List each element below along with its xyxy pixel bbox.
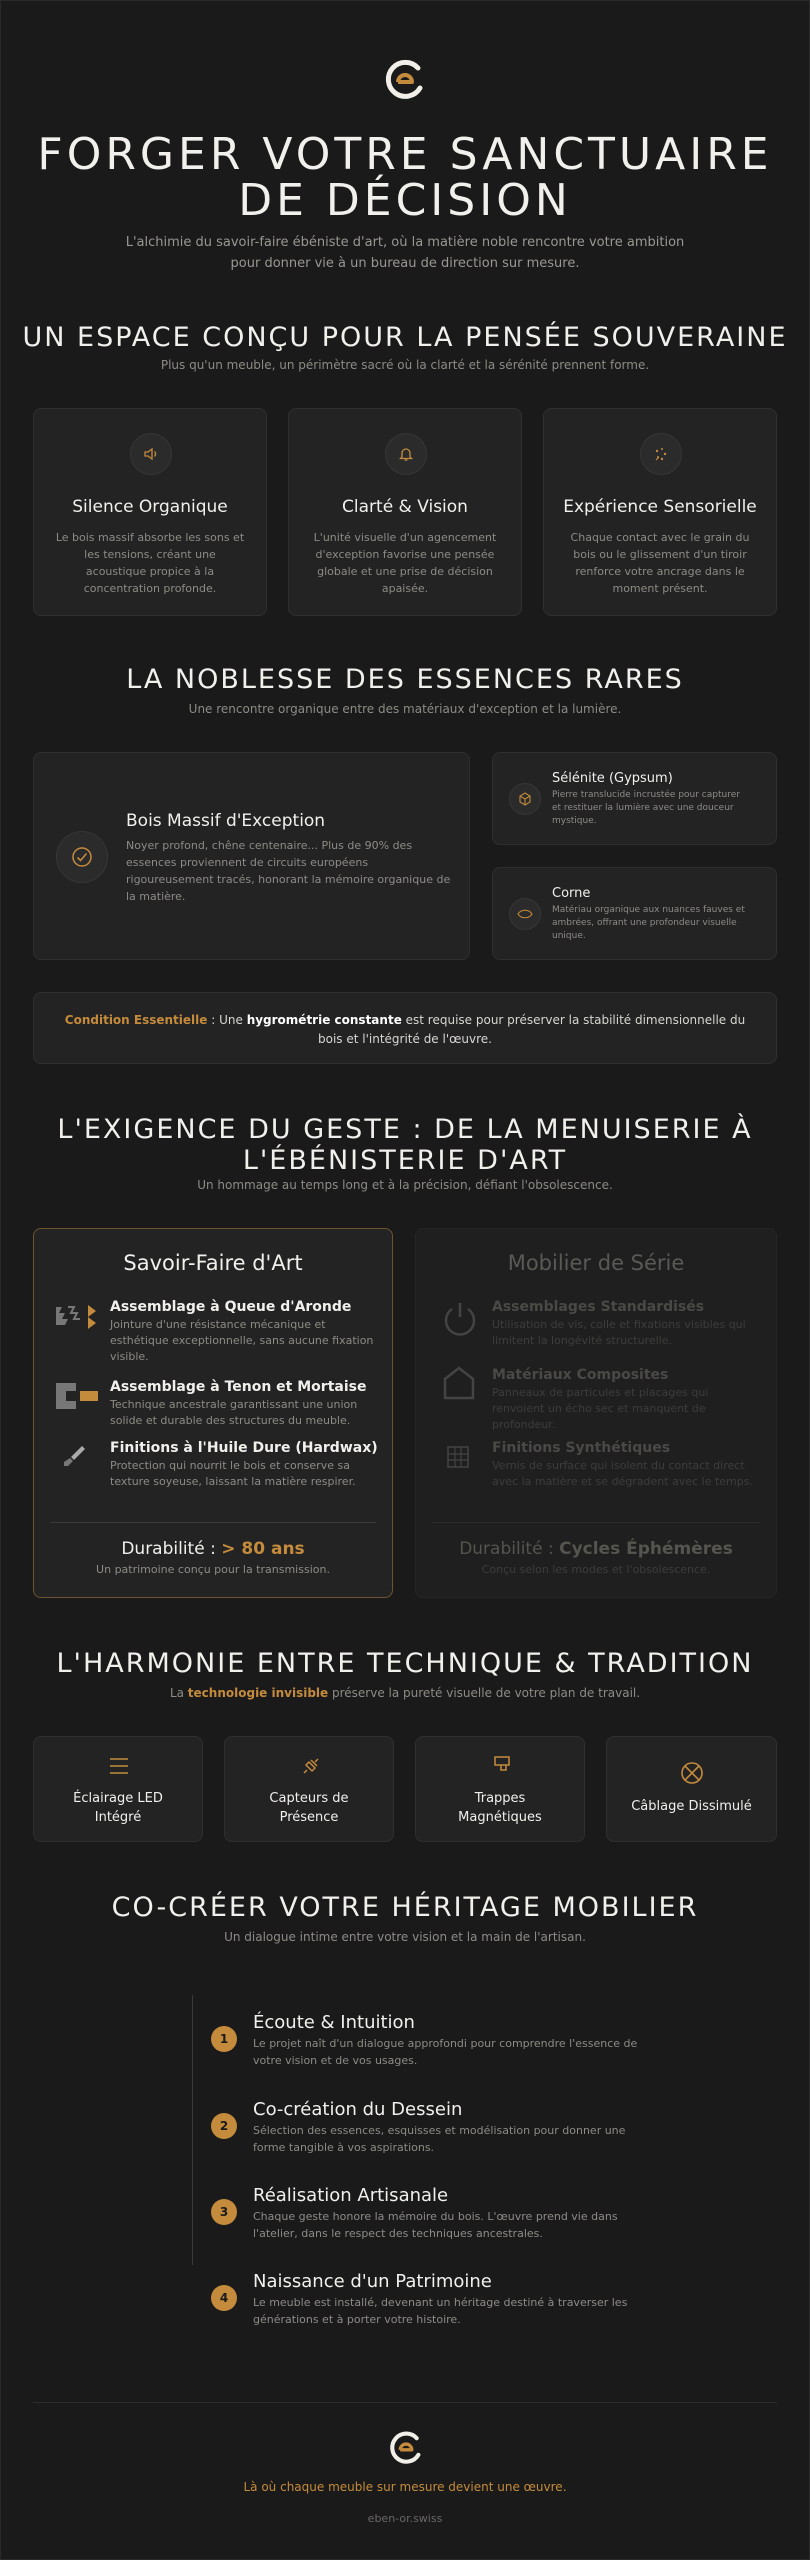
step-title: Naissance d'un Patrimoine — [253, 2271, 492, 2292]
step-title: Co-création du Dessein — [253, 2099, 463, 2120]
step-text: Le meuble est installé, devenant un héritage destiné à traverser les générations et à porter votre histoire. — [253, 2296, 628, 2326]
dovetail-icon — [54, 1301, 106, 1335]
cube-icon — [509, 783, 541, 815]
speaker-icon — [130, 433, 172, 475]
tech-card-led — [33, 1736, 203, 1842]
section-title-cocreer: CO-CRÉER VOTRE HÉRITAGE MOBILIER — [111, 1892, 699, 1923]
menu-icon — [109, 1757, 129, 1779]
step-text: Le projet naît d'un dialogue approfondi pour comprendre l'essence de votre vision et de vos usages. — [253, 2037, 638, 2067]
section-subtitle-espace: Plus qu'un meuble, un périmètre sacré où la clarté et la sérénité prennent forme. — [160, 358, 650, 372]
tech-card-capteurs — [224, 1736, 394, 1842]
durability: Durabilité : > 80 ans — [121, 1539, 305, 1559]
footer-domain-link[interactable]: eben-or.swiss — [367, 2512, 443, 2525]
footer-logo[interactable] — [387, 2430, 425, 2468]
mortise-icon — [54, 1381, 100, 1415]
sparkle-icon — [640, 433, 682, 475]
bell-icon — [385, 433, 427, 475]
condition-label: Condition Essentielle — [64, 1013, 208, 1027]
feature-title: Assemblages Standardisés — [492, 1299, 705, 1315]
tech-card-cablage — [606, 1736, 777, 1842]
brand-logo[interactable] — [382, 58, 428, 104]
house-icon — [442, 1365, 476, 1405]
section-subtitle-essences: Une rencontre organique entre des matériaux d'exception et la lumière. — [188, 702, 622, 716]
step-title: Réalisation Artisanale — [253, 2185, 449, 2206]
card-text: L'unité visuelle d'un agencement d'exception favorise une pensée globale et une prise de décision apaisée. — [313, 531, 497, 595]
step-title: Écoute & Intuition — [253, 2012, 415, 2033]
feature-text: Technique ancestrale garantissant une union solide et durable des structures du meuble. — [110, 1398, 358, 1427]
tech-label: Câblage Dissimulé — [631, 1799, 752, 1814]
divider — [50, 1522, 376, 1523]
check-circle-icon — [56, 831, 108, 883]
hatch-icon — [492, 1755, 512, 1779]
section-title-espace: UN ESPACE CONÇU POUR LA PENSÉE SOUVERAINE — [22, 322, 788, 353]
feature-card-silence — [33, 408, 267, 616]
feature-title: Assemblage à Tenon et Mortaise — [110, 1379, 367, 1395]
section-subtitle-exigence: Un hommage au temps long et à la précision, défiant l'obsolescence. — [197, 1178, 613, 1192]
mobilier-serie-card — [415, 1228, 777, 1598]
plug-icon — [301, 1756, 321, 1780]
tech-label: Éclairage LED Intégré — [73, 1791, 163, 1825]
footer-divider — [33, 2402, 777, 2403]
essence-title: Sélénite (Gypsum) — [552, 771, 673, 786]
card-title: Silence Organique — [72, 497, 228, 517]
essence-text: Matériau organique aux nuances fauves et ambrées, offrant une profondeur visuelle unique. — [552, 905, 745, 941]
step-number: 2 — [211, 2113, 237, 2139]
durability-sub: Conçu selon les modes et l'obsolescence. — [481, 1563, 711, 1576]
section-subtitle-harmonie: La technologie invisible préserve la pureté visuelle de votre plan de travail. — [169, 1686, 641, 1700]
step-number: 1 — [211, 2026, 237, 2052]
card-text: Chaque contact avec le grain du bois ou le glissement d'un tiroir renforce votre ancrage dans le moment présent. — [570, 531, 750, 595]
timeline-line — [192, 1995, 193, 2265]
step-number: 3 — [211, 2199, 237, 2225]
condition-banner: Condition Essentielle : Une hygrométrie constante est requise pour préserver la stabilité dimensionnelle du bois et l'intégrité de l'œuvre. — [33, 992, 777, 1064]
feature-text: Vernis de surface qui isolent du contact direct avec la matière et se dégradent avec le temps. — [492, 1459, 753, 1488]
power-icon — [440, 1299, 480, 1343]
divider — [432, 1522, 760, 1523]
footer-tagline: Là où chaque meuble sur mesure devient une œuvre. — [243, 2480, 567, 2494]
section-title-harmonie: L'HARMONIE ENTRE TECHNIQUE & TRADITION — [56, 1648, 754, 1679]
eye-icon — [509, 898, 541, 930]
feature-title: Finitions Synthétiques — [492, 1440, 671, 1456]
card-text: Le bois massif absorbe les sons et les tensions, créant une acoustique propice à la concentration profonde. — [55, 531, 245, 595]
condition-strong: hygrométrie constante — [246, 1013, 402, 1027]
essence-card-selenite — [492, 752, 777, 845]
feature-text: Panneaux de particules et placages qui renvoient un écho sec et manquent de profondeur. — [492, 1386, 709, 1431]
essence-text: Noyer profond, chêne centenaire... Plus de 90% des essences proviennent de circuits européens rigoureusement tracés, honorant la mémoire organique de la matière. — [126, 839, 451, 903]
brush-icon — [62, 1443, 88, 1473]
hero-subtitle: L'alchimie du savoir-faire ébéniste d'art, où la matière noble rencontre votre ambition pour donner vie à un bureau de direction sur mesure. — [125, 235, 685, 271]
comparison-title: Mobilier de Série — [507, 1251, 685, 1275]
hero-title: FORGER VOTRE SANCTUAIRE DE DÉCISION — [37, 129, 773, 226]
durability-sub: Un patrimoine conçu pour la transmission. — [96, 1563, 330, 1576]
card-title: Expérience Sensorielle — [563, 497, 757, 517]
feature-title: Assemblage à Queue d'Aronde — [110, 1299, 352, 1315]
comparison-title: Savoir-Faire d'Art — [123, 1251, 303, 1275]
step-text: Chaque geste honore la mémoire du bois. L'œuvre prend vie dans l'atelier, dans le respect des techniques ancestrales. — [253, 2210, 618, 2240]
section-subtitle-cocreer: Un dialogue intime entre votre vision et la main de l'artisan. — [224, 1930, 586, 1944]
tech-card-trappes — [415, 1736, 585, 1842]
step-text: Sélection des essences, esquisses et modélisation pour donner une forme tangible à vos aspirations. — [253, 2124, 626, 2154]
feature-title: Matériaux Composites — [492, 1367, 669, 1383]
tech-label: Capteurs de Présence — [269, 1791, 349, 1825]
tech-label: Trappes Magnétiques — [458, 1791, 542, 1825]
feature-text: Protection qui nourrit le bois et conserve sa texture soyeuse, laissant la matière respirer. — [110, 1459, 356, 1488]
section-title-essences: LA NOBLESSE DES ESSENCES RARES — [126, 664, 684, 695]
section-title-exigence: L'EXIGENCE DU GESTE : DE LA MENUISERIE À L'ÉBÉNISTERIE D'ART — [57, 1114, 753, 1176]
essence-title: Corne — [552, 886, 591, 901]
grid-icon — [446, 1445, 470, 1473]
durability: Durabilité : Cycles Éphémères — [459, 1539, 733, 1559]
essence-card-corne — [492, 867, 777, 960]
essence-text: Pierre translucide incrustée pour capturer et restituer la lumière avec une douceur mystique. — [552, 790, 740, 826]
card-title: Clarté & Vision — [342, 497, 468, 517]
feature-card-clarte — [288, 408, 522, 616]
feature-title: Finitions à l'Huile Dure (Hardwax) — [110, 1440, 378, 1456]
essence-card-bois — [33, 752, 470, 960]
step-number: 4 — [211, 2285, 237, 2311]
feature-card-experience — [543, 408, 777, 616]
feature-text: Utilisation de vis, colle et fixations visibles qui limitent la longévité structurelle. — [492, 1318, 746, 1347]
cross-circle-icon — [680, 1761, 704, 1789]
feature-text: Jointure d'une résistance mécanique et esthétique exceptionnelle, sans aucune fixation visible. — [110, 1318, 374, 1363]
savoir-faire-card — [33, 1228, 393, 1598]
essence-title: Bois Massif d'Exception — [126, 811, 326, 831]
